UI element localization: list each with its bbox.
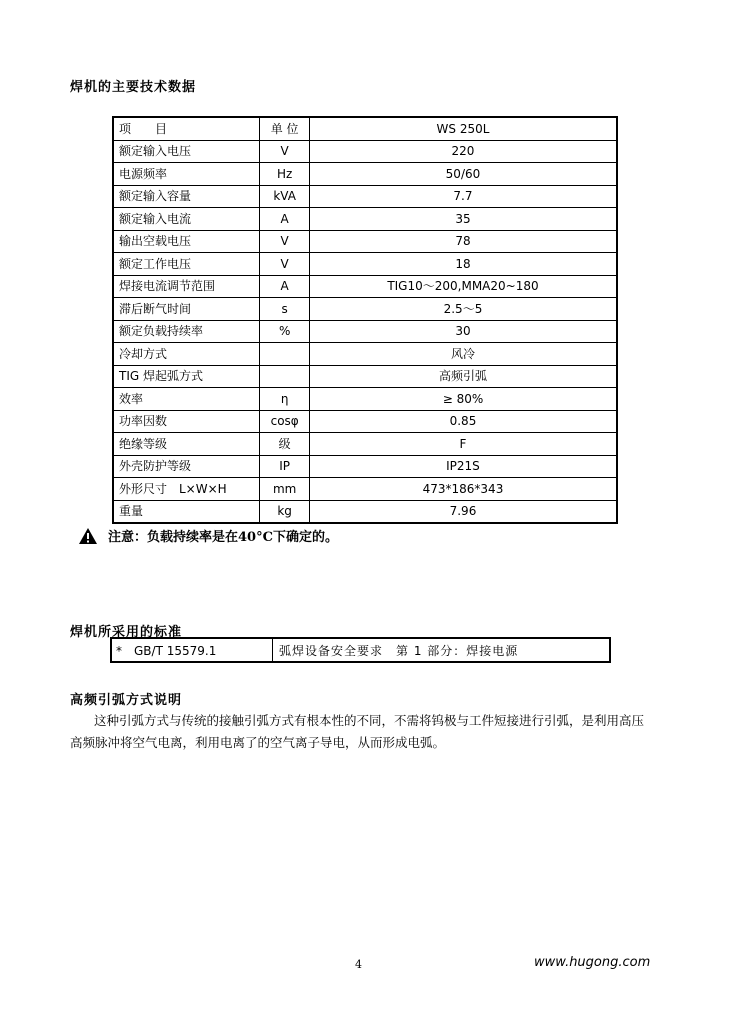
duty-cycle-note: [78, 526, 338, 545]
spec-table-row: [113, 320, 617, 343]
spec-unit-cell: V: [260, 140, 310, 163]
spec-value-cell: ≥ 80%: [309, 388, 617, 411]
spec-item-cell: 电源频率: [113, 163, 260, 186]
spec-value-cell: 18: [309, 253, 617, 276]
spec-item-cell: 输出空载电压: [113, 230, 260, 253]
note-text: 注意：负载持续率是在40°C下确定的。: [108, 530, 338, 545]
spec-table-header-row: [113, 117, 617, 140]
spec-item-cell: 额定输入容量: [113, 185, 260, 208]
warning-triangle-icon: [78, 527, 98, 545]
spec-value-cell: F: [309, 433, 617, 456]
standard-table: [110, 637, 611, 663]
spec-unit-cell: %: [260, 320, 310, 343]
spec-unit-cell: kVA: [260, 185, 310, 208]
standard-row: [111, 638, 610, 662]
spec-item-cell: TIG 焊起弧方式: [113, 365, 260, 388]
spec-table-row: [113, 208, 617, 231]
spec-unit-cell: Hz: [260, 163, 310, 186]
spec-item-cell: 绝缘等级: [113, 433, 260, 456]
spec-unit-cell: mm: [260, 478, 310, 501]
spec-table-row: [113, 478, 617, 501]
spec-unit-cell: IP: [260, 455, 310, 478]
spec-unit-cell: V: [260, 253, 310, 276]
spec-item-cell: 外形尺寸 L×W×H: [113, 478, 260, 501]
spec-table-row: [113, 388, 617, 411]
spec-value-cell: 2.5～5: [309, 298, 617, 321]
spec-table-row: [113, 163, 617, 186]
spec-header-item: 项 目: [113, 117, 260, 140]
spec-item-cell: 重量: [113, 500, 260, 523]
spec-item-cell: 额定输入电流: [113, 208, 260, 231]
spec-value-cell: 35: [309, 208, 617, 231]
spec-header-model: WS 250L: [309, 117, 617, 140]
spec-unit-cell: [260, 365, 310, 388]
spec-table-row: [113, 455, 617, 478]
spec-unit-cell: kg: [260, 500, 310, 523]
spec-item-cell: 额定负载持续率: [113, 320, 260, 343]
spec-item-cell: 额定工作电压: [113, 253, 260, 276]
spec-value-cell: 0.85: [309, 410, 617, 433]
spec-item-cell: 外壳防护等级: [113, 455, 260, 478]
spec-item-cell: 效率: [113, 388, 260, 411]
spec-table-row: [113, 343, 617, 366]
spec-unit-cell: cosφ: [260, 410, 310, 433]
spec-value-cell: TIG10～200,MMA20~180: [309, 275, 617, 298]
spec-table-row: [113, 410, 617, 433]
spec-table-row: [113, 365, 617, 388]
spec-header-unit: 单 位: [260, 117, 310, 140]
spec-table-row: [113, 253, 617, 276]
spec-value-cell: 高频引弧: [309, 365, 617, 388]
spec-value-cell: 78: [309, 230, 617, 253]
standard-section-title: 焊机所采用的标准: [70, 625, 183, 640]
spec-table-row: [113, 275, 617, 298]
spec-value-cell: 50/60: [309, 163, 617, 186]
spec-unit-cell: η: [260, 388, 310, 411]
spec-item-cell: 冷却方式: [113, 343, 260, 366]
spec-value-cell: 30: [309, 320, 617, 343]
spec-value-cell: 风冷: [309, 343, 617, 366]
spec-value-cell: 473*186*343: [309, 478, 617, 501]
hf-paragraph-line2: 高频脉冲将空气电离，利用电离了的空气离子导电，从而形成电弧。: [70, 735, 446, 750]
spec-unit-cell: [260, 343, 310, 366]
spec-value-cell: IP21S: [309, 455, 617, 478]
spec-item-cell: 焊接电流调节范围: [113, 275, 260, 298]
spec-item-cell: 功率因数: [113, 410, 260, 433]
spec-table-row: [113, 230, 617, 253]
spec-value-cell: 7.7: [309, 185, 617, 208]
spec-table-body: [113, 117, 617, 523]
spec-table-row: [113, 140, 617, 163]
spec-unit-cell: V: [260, 230, 310, 253]
standard-code: * GB/T 15579.1: [111, 638, 273, 662]
spec-unit-cell: A: [260, 275, 310, 298]
spec-unit-cell: A: [260, 208, 310, 231]
spec-table-row: [113, 433, 617, 456]
spec-table-row: [113, 185, 617, 208]
spec-table-row: [113, 298, 617, 321]
spec-value-cell: 220: [309, 140, 617, 163]
spec-section-title: 焊机的主要技术数据: [70, 80, 197, 95]
spec-value-cell: 7.96: [309, 500, 617, 523]
spec-table-row: [113, 500, 617, 523]
spec-unit-cell: s: [260, 298, 310, 321]
spec-table: [112, 116, 618, 524]
spec-item-cell: 额定输入电压: [113, 140, 260, 163]
spec-unit-cell: 级: [260, 433, 310, 456]
hf-section-title: 高频引弧方式说明: [70, 693, 183, 708]
spec-item-cell: 滞后断气时间: [113, 298, 260, 321]
standard-description: 弧焊设备安全要求 第 1 部分：焊接电源: [273, 638, 611, 662]
website-link[interactable]: www.hugong.com: [534, 955, 651, 970]
hf-paragraph-line1: 这种引弧方式与传统的接触引弧方式有根本性的不同，不需将钨极与工件短接进行引弧，是利用高压: [94, 713, 645, 728]
page-number: 4: [355, 958, 362, 971]
